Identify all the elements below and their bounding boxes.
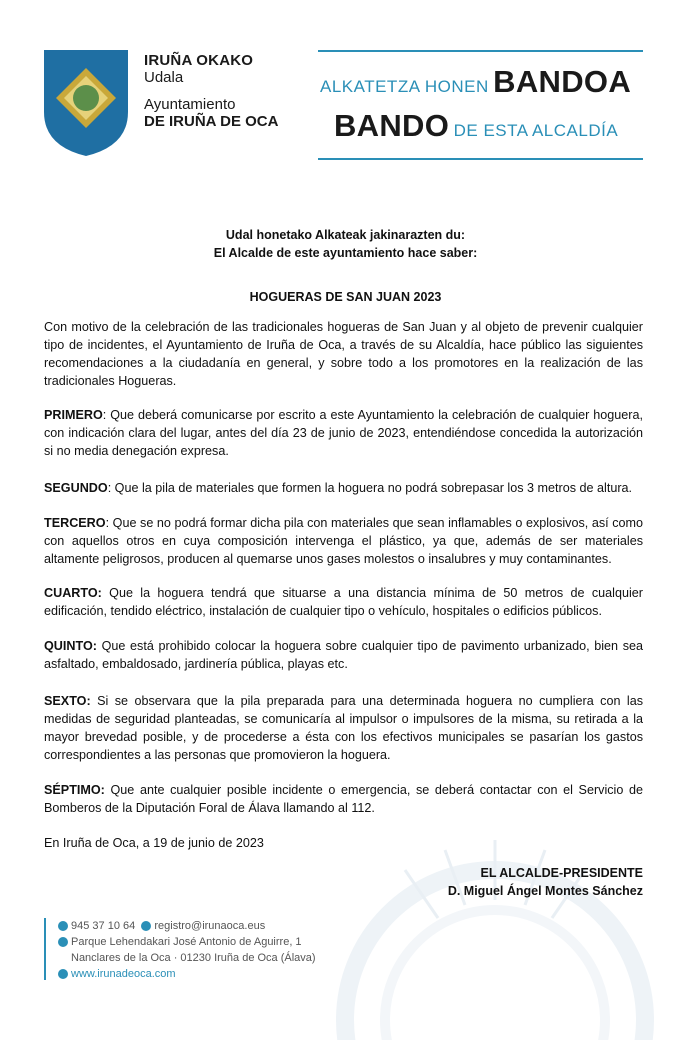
paragraph-cuarto <box>44 584 643 620</box>
footer-row-web <box>58 966 358 982</box>
footer-address1: Parque Lehendakari José Antonio de Aguirre, 1 <box>71 936 302 948</box>
date-line: En Iruña de Oca, a 19 de junio de 2023 <box>44 836 264 850</box>
septimo-label: SÉPTIMO: <box>44 783 105 797</box>
sunburst-watermark <box>320 830 691 1040</box>
segundo-text: : Que la pila de materiales que formen la hoguera no podrá sobrepasar los 3 metros de altura. <box>107 481 633 495</box>
cuarto-text: Que la hoguera tendrá que situarse a una distancia mínima de 50 metros de cualquier edificación, tendido eléctrico, instalación de cualquier tipo o vehículo, hospitales o edificios públicos. <box>44 586 643 618</box>
org-line3: Ayuntamiento <box>144 96 236 113</box>
org-line4: DE IRUÑA DE OCA <box>144 113 279 130</box>
intro-basque: Udal honetako Alkateak jakinarazten du: <box>225 228 466 242</box>
quinto-text: Que está prohibido colocar la hoguera sobre cualquier tipo de pavimento urbanizado, bien sea asfaltado, embaldosado, jardinería pública, playas etc. <box>44 639 643 671</box>
bando-spanish-line <box>334 108 640 144</box>
bando-basque-line <box>320 64 642 100</box>
contact-footer <box>44 918 358 980</box>
footer-row-address2 <box>58 950 358 966</box>
bando-es-small: DE ESTA ALCALDÍA <box>453 121 619 140</box>
intro-spanish: El Alcalde de este ayuntamiento hace saber: <box>213 246 478 260</box>
bando-header <box>318 50 643 160</box>
footer-email: registro@irunaoca.eus <box>154 920 266 932</box>
signature-role: EL ALCALDE-PRESIDENTE <box>480 866 643 880</box>
footer-row-address1 <box>58 934 358 950</box>
septimo-text: Que ante cualquier posible incidente o emergencia, se deberá contactar con el Servicio de Bomberos de la Diputación Foral de Álava llamando al 112. <box>44 783 643 815</box>
intro-paragraph: Con motivo de la celebración de las tradicionales hogueras de San Juan y al objeto de prevenir cualquier tipo de incidentes, el Ayuntamiento de Iruña de Oca, a través de su Alcaldía, hace público las siguientes recomendaciones a la ciudadanía en general, y sobre todo a los promotores en la realización de las tradicionales Hogueras. <box>44 320 643 388</box>
bando-es-big: BANDO <box>334 108 450 143</box>
bando-eu-big: BANDOA <box>493 64 632 99</box>
segundo-label: SEGUNDO <box>44 481 108 495</box>
tercero-text: : Que se no podrá formar dicha pila con materiales que sean inflamables o explosivos, así como con aquellos otros en cuya composición intervenga el plástico, ya que, además de ser materiales altamente peligrosos, producen al quemarse unos gases molestos o insalubres y muy contaminantes. <box>44 516 643 566</box>
paragraph-segundo <box>44 479 643 497</box>
quinto-label: QUINTO: <box>44 639 97 653</box>
paragraph-quinto <box>44 637 643 673</box>
sexto-label: SEXTO: <box>44 694 91 708</box>
location-pin-icon <box>58 937 68 947</box>
paragraph-septimo <box>44 781 643 817</box>
footer-phone: 945 37 10 64 <box>71 920 136 932</box>
cuarto-label: CUARTO: <box>44 586 102 600</box>
signature-name: D. Miguel Ángel Montes Sánchez <box>447 884 643 898</box>
primero-label: PRIMERO <box>44 408 103 422</box>
tercero-label: TERCERO <box>44 516 106 530</box>
globe-icon <box>58 969 68 979</box>
org-line2: Udala <box>144 69 184 86</box>
paragraph-primero <box>44 406 643 460</box>
document-title: HOGUERAS DE SAN JUAN 2023 <box>249 290 442 304</box>
email-icon <box>141 921 151 931</box>
org-line1: IRUÑA OKAKO <box>144 52 254 69</box>
sexto-text: Si se observara que la pila preparada para una determinada hoguera no cumpliera con las medidas de seguridad planteadas, se comunicaría al impulsor o impulsores de la misma, su retirada a la mayor brevedad posible, y de procederse a ésta con los efectivos municipales se pasarían los gastos correspondientes a las personas que promovieron la hoguera. <box>44 694 643 762</box>
primero-text: : Que deberá comunicarse por escrito a este Ayuntamiento la celebración de cualquier hoguera, con indicación clara del lugar, antes del día 23 de junio de 2023, entendiéndose concedida la autorización si no media denegación expresa. <box>44 408 643 458</box>
paragraph-sexto <box>44 692 643 764</box>
footer-web-link[interactable]: www.irunadeoca.com <box>71 968 176 980</box>
municipality-name <box>144 52 304 130</box>
footer-row-contact <box>58 918 358 934</box>
municipal-shield-logo <box>44 50 128 156</box>
paragraph-tercero <box>44 514 643 568</box>
phone-icon <box>58 921 68 931</box>
footer-address2: Nanclares de la Oca · 01230 Iruña de Oca (Álava) <box>71 952 316 964</box>
bando-eu-small: ALKATETZA HONEN <box>320 77 489 96</box>
